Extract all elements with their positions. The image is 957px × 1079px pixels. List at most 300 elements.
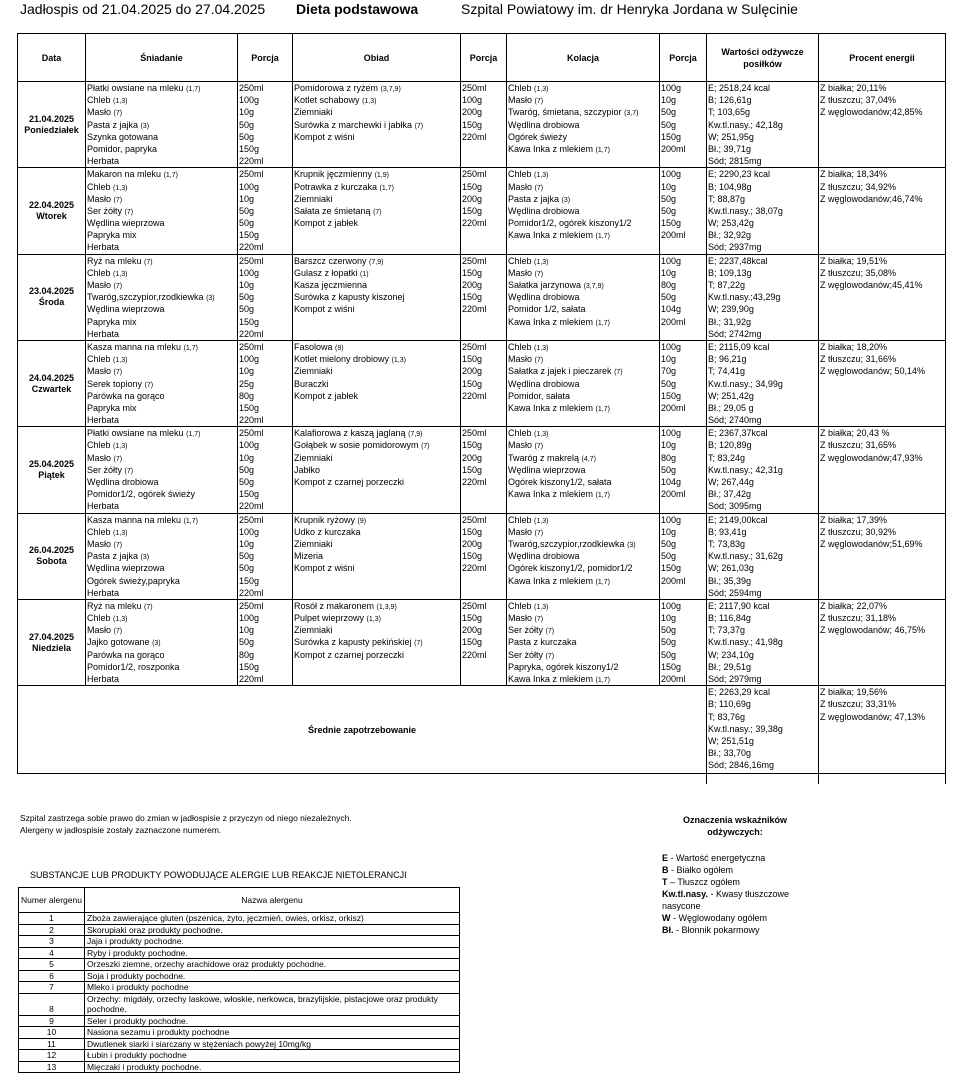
item-name: Masło — [508, 613, 533, 624]
weekday: Środa — [38, 297, 65, 308]
portion: 50g — [661, 119, 677, 130]
breakfast-portion-cell — [238, 82, 293, 168]
nutrition-value: E; 2367,37kcal — [708, 428, 768, 439]
weekday: Piątek — [38, 469, 65, 480]
nutrition-value: Kw.tl.nasy.; 39,38g — [708, 723, 783, 734]
allergen-number: 13 — [19, 1061, 85, 1073]
energy-percent: Z tłuszczu; 34,92% — [820, 181, 897, 192]
portion: 150g — [462, 292, 483, 303]
portion: 10g — [239, 366, 255, 377]
note-line: Szpital zastrzega sobie prawo do zmian w jadłospisie z przyczyn od niego niezależnych. — [20, 813, 352, 823]
menu-item — [87, 661, 236, 673]
portion: 10g — [661, 354, 677, 365]
nutrition-value: Kw.tl.nasy.; 42,18g — [708, 119, 783, 130]
menu-item — [87, 316, 236, 328]
allergen-codes: (1,3) — [534, 603, 549, 611]
column-header: Data — [18, 34, 86, 82]
energy-percent: Z tłuszczu; 37,04% — [820, 95, 897, 106]
energy-cell — [819, 513, 946, 599]
day-row — [18, 599, 946, 685]
menu-item — [508, 131, 658, 143]
allergen-codes: (1,7) — [163, 172, 178, 180]
menu-item — [87, 488, 236, 500]
column-header: Porcja — [660, 34, 707, 82]
legend-key: Bł. — [662, 925, 674, 935]
nutrition-value: Sód; 2979mg — [708, 674, 762, 684]
item-name: Wędlina wieprzowa — [87, 218, 165, 229]
portion: 150g — [239, 489, 260, 500]
nutrition-value: B; 109,13g — [708, 267, 752, 278]
item-name: Pomidor, papryka — [87, 143, 158, 154]
item-name: Masło — [508, 267, 533, 278]
menu-item — [87, 119, 236, 131]
nutrition-value: Kw.tl.nasy.; 31,62g — [708, 551, 783, 562]
item-name: Herbata — [87, 674, 120, 684]
portion: 150g — [239, 316, 260, 327]
portion: 50g — [239, 637, 255, 648]
portion: 80g — [239, 649, 255, 660]
item-name: Twaróg, śmietana, szczypior — [508, 107, 622, 118]
item-name: Parówka na gorąco — [87, 390, 165, 401]
menu-item — [508, 193, 658, 205]
menu-item — [294, 341, 459, 353]
day-row — [18, 168, 946, 254]
portion: 150g — [462, 464, 483, 475]
item-name: Masło — [87, 366, 112, 377]
legend-key: E — [662, 853, 669, 863]
portion: 220ml — [462, 390, 487, 401]
energy-percent: Z węglowodanów;42,85% — [820, 107, 923, 118]
nutrition-value: T; 83,76g — [708, 711, 746, 722]
item-name: Jajko gotowane — [87, 637, 150, 648]
allergen-number: 1 — [19, 913, 85, 925]
energy-cell — [819, 254, 946, 340]
menu-item — [294, 291, 459, 303]
item-name: Wędlina drobiowa — [508, 205, 580, 216]
portion: 200ml — [661, 316, 686, 327]
menu-period: Jadłospis od 21.04.2025 do 27.04.2025 — [20, 1, 266, 17]
item-name: Parówka na gorąco — [87, 649, 165, 660]
nutrition-value: B; 96,21g — [708, 354, 747, 365]
menu-item — [508, 439, 658, 451]
item-name: Ogórek świeży — [508, 131, 568, 142]
allergen-codes: (7) — [124, 467, 134, 475]
item-name: Pasta z jajka — [87, 119, 139, 130]
allergen-codes: (1,7) — [595, 677, 610, 684]
portion: 150g — [661, 563, 682, 574]
allergen-row — [19, 970, 460, 982]
breakfast-cell — [86, 168, 238, 254]
nutrition-value: W; 253,42g — [708, 218, 754, 229]
legend-item — [662, 888, 812, 912]
portion: 220ml — [239, 501, 264, 512]
note-line: Alergeny w jadłospisie zostały zaznaczone numerem. — [20, 825, 222, 835]
item-name: Masło — [508, 95, 533, 106]
item-name: Chleb — [87, 613, 111, 624]
allergen-codes: (1,7) — [595, 319, 610, 327]
portion: 150g — [462, 551, 483, 562]
legend-text: - Węglowodany ogółem — [670, 913, 768, 923]
menu-item — [508, 649, 658, 661]
allergen-codes: (1,3) — [534, 517, 549, 525]
allergen-codes: (7) — [421, 443, 430, 451]
item-name: Ser żółty — [508, 649, 544, 660]
energy-cell — [819, 82, 946, 168]
item-name: Pomidor1/2, ogórek świeży — [87, 489, 196, 500]
menu-item — [508, 205, 658, 217]
item-name: Masło — [508, 181, 533, 192]
energy-percent: Z tłuszczu; 31,66% — [820, 354, 897, 365]
day-row — [18, 427, 946, 513]
lunch-cell — [293, 513, 461, 599]
menu-item — [294, 82, 459, 94]
energy-percent: Z tłuszczu; 31,18% — [820, 613, 897, 624]
item-name: Chleb — [508, 169, 532, 180]
average-label: Średnie zapotrzebowanie — [18, 686, 707, 774]
item-name: Sałata ze śmietaną — [294, 205, 371, 216]
allergen-name: Skorupiaki oraz produkty pochodne. — [85, 924, 460, 936]
item-name: Ziemniaki — [294, 107, 333, 118]
allergen-codes: (7) — [373, 208, 382, 216]
column-header: Śniadanie — [86, 34, 238, 82]
menu-item — [87, 291, 236, 303]
nutrition-value: T; 74,41g — [708, 366, 746, 377]
weekday: Wtorek — [36, 210, 67, 221]
menu-item — [294, 168, 459, 180]
menu-item — [294, 452, 459, 464]
nutrition-value: Bł.; 35,39g — [708, 575, 752, 586]
portion: 250ml — [462, 255, 487, 266]
nutrition-value: T; 73,83g — [708, 538, 746, 549]
menu-item — [87, 279, 236, 291]
menu-item — [508, 143, 658, 155]
breakfast-cell — [86, 82, 238, 168]
allergen-codes: (1,3) — [113, 270, 128, 278]
menu-item — [508, 476, 658, 488]
nutrition-value: Bł.; 29,05 g — [708, 402, 754, 413]
portion: 100g — [239, 526, 260, 537]
portion: 50g — [239, 563, 255, 574]
menu-item — [508, 538, 658, 550]
energy-percent: Z białka; 18,34% — [820, 169, 888, 180]
item-name: Pomidor 1/2, sałata — [508, 304, 586, 315]
day-date — [18, 427, 86, 513]
nutrition-value: Bł.; 31,92g — [708, 316, 752, 327]
allergen-codes: (1,7) — [595, 578, 610, 586]
allergen-row — [19, 913, 460, 925]
legend-item — [662, 864, 812, 876]
energy-percent: Z tłuszczu; 31,65% — [820, 440, 897, 451]
item-name: Udko z kurczaka — [294, 526, 361, 537]
portion: 200g — [462, 538, 483, 549]
menu-item — [294, 427, 459, 439]
menu-item — [87, 205, 236, 217]
breakfast-cell — [86, 599, 238, 685]
nutrition-value: Sód; 3095mg — [708, 501, 762, 512]
portion: 150g — [239, 402, 260, 413]
allergen-name: Łubin i produkty pochodne — [85, 1050, 460, 1062]
column-header: Porcja — [238, 34, 293, 82]
portion: 220ml — [239, 242, 264, 253]
energy-cell — [819, 599, 946, 685]
portion: 150g — [462, 181, 483, 192]
portion: 220ml — [462, 218, 487, 229]
nutrition-value: Bł.; 39,71g — [708, 143, 752, 154]
allergen-codes: (1,7) — [379, 184, 394, 192]
menu-item — [508, 402, 658, 414]
portion: 80g — [239, 390, 255, 401]
allergen-codes: (7) — [534, 529, 544, 537]
allergen-codes: (3,7) — [624, 110, 639, 118]
table-tail-row — [18, 774, 946, 784]
energy-percent: Z białka; 20,43 % — [820, 428, 890, 439]
item-name: Sałatka jarzynowa — [508, 280, 582, 290]
weekday: Poniedziałek — [24, 124, 79, 135]
item-name: Ziemniaki — [294, 538, 333, 549]
item-name: Gołąbek w sosie pomidorowym — [294, 440, 419, 451]
portion: 200ml — [661, 402, 686, 413]
item-name: Surówka z kapusty pekińskiej — [294, 637, 412, 648]
weekday: Niedziela — [31, 642, 71, 653]
menu-item — [87, 94, 236, 106]
menu-item — [87, 106, 236, 118]
portion: 100g — [462, 95, 483, 106]
breakfast-portion-cell — [238, 427, 293, 513]
portion: 50g — [239, 551, 255, 562]
allergen-codes: (3,7,9) — [380, 86, 401, 93]
item-name: Kasza jęczmienna — [294, 280, 368, 290]
energy-cell — [819, 427, 946, 513]
item-name: Krupnik ryżowy — [294, 514, 356, 525]
day-date — [18, 82, 86, 168]
energy-percent: Z tłuszczu; 30,92% — [820, 526, 897, 537]
breakfast-portion-cell — [238, 513, 293, 599]
item-name: Wędlina wieprzowa — [508, 464, 586, 475]
dinner-portion-cell — [660, 254, 707, 340]
allergen-name-header: Nazwa alergenu — [85, 888, 460, 913]
nutrition-cell — [707, 599, 819, 685]
item-name: Ziemniaki — [294, 452, 333, 463]
allergen-number-header: Numer alergenu — [19, 888, 85, 913]
nutrition-value: B; 110,69g — [708, 699, 751, 710]
allergen-number: 4 — [19, 947, 85, 959]
item-name: Ser żółty — [508, 625, 544, 636]
menu-item — [508, 229, 658, 241]
portion: 50g — [239, 464, 255, 475]
dinner-portion-cell — [660, 340, 707, 426]
allergen-number: 2 — [19, 924, 85, 936]
item-name: Kompot z jabłek — [294, 390, 359, 401]
allergen-number: 3 — [19, 936, 85, 948]
menu-item — [294, 193, 459, 205]
portion: 220ml — [462, 563, 487, 574]
portion: 150g — [462, 613, 483, 624]
item-name: Ryż na mleku — [87, 600, 142, 611]
item-name: Płatki owsiane na mleku — [87, 83, 184, 93]
day-date — [18, 254, 86, 340]
allergen-codes: (3) — [152, 640, 161, 648]
item-name: Wędlina drobiowa — [508, 551, 580, 562]
nutrition-value: E; 2290,23 kcal — [708, 169, 771, 180]
allergen-name: Soja i produkty pochodne. — [85, 970, 460, 982]
portion: 220ml — [239, 328, 264, 339]
energy-cell — [819, 340, 946, 426]
menu-item — [508, 562, 658, 574]
menu-item — [508, 600, 658, 612]
allergen-codes: (3) — [206, 295, 215, 303]
day-date — [18, 599, 86, 685]
allergen-codes: (3) — [561, 196, 571, 204]
portion: 50g — [239, 119, 255, 130]
portion: 150g — [462, 267, 483, 278]
item-name: Masło — [87, 280, 112, 290]
menu-item — [508, 550, 658, 562]
menu-item — [87, 155, 236, 167]
energy-percent: Z tłuszczu; 33,31% — [820, 699, 897, 710]
allergen-codes: (1,7) — [595, 233, 610, 241]
allergen-number: 10 — [19, 1027, 85, 1039]
lunch-portion-cell — [461, 513, 507, 599]
portion: 10g — [661, 267, 677, 278]
allergen-codes: (1,3) — [534, 86, 549, 93]
allergen-codes: (1,3) — [113, 443, 128, 451]
portion: 250ml — [239, 600, 264, 611]
item-name: Twaróg,szczypior,rzodkiewka — [87, 292, 204, 303]
nutrition-value: B; 93,41g — [708, 526, 747, 537]
dinner-portion-cell — [660, 513, 707, 599]
legend-text: - Błonnik pokarmowy — [673, 925, 760, 935]
nutrition-value: Kw.tl.nasy.; 38,07g — [708, 205, 783, 216]
lunch-portion-cell — [461, 427, 507, 513]
menu-item — [508, 526, 658, 538]
item-name: Kawa Inka z mlekiem — [508, 230, 594, 241]
portion: 150g — [462, 378, 483, 389]
allergen-row — [19, 982, 460, 994]
legend-item — [662, 924, 812, 936]
item-name: Ogórek kiszony1/2, sałata — [508, 477, 612, 487]
allergen-row — [19, 936, 460, 948]
portion: 220ml — [239, 415, 264, 426]
allergen-codes: (7) — [534, 616, 544, 624]
menu-item — [508, 661, 658, 673]
dinner-portion-cell — [660, 168, 707, 254]
portion: 100g — [239, 613, 260, 624]
allergen-codes: (1,7) — [595, 405, 610, 413]
portion: 150g — [239, 230, 260, 241]
allergen-codes: (4,7) — [581, 455, 596, 463]
legend-item — [662, 912, 812, 924]
nutrition-value: E; 2149,00kcal — [708, 514, 768, 525]
portion: 50g — [661, 378, 677, 389]
nutrition-value: Kw.tl.nasy.; 34,99g — [708, 378, 783, 389]
dinner-cell — [507, 82, 660, 168]
allergen-codes: (7) — [144, 381, 154, 389]
item-name: Masło — [508, 354, 533, 365]
legend-text: - Wartość energetyczna — [668, 853, 766, 863]
allergen-row — [19, 947, 460, 959]
allergen-number: 7 — [19, 982, 85, 994]
nutrition-value: E; 2263,29 kcal — [708, 687, 771, 698]
menu-item — [87, 500, 236, 512]
allergen-codes: (1,3) — [362, 98, 377, 106]
menu-item — [87, 476, 236, 488]
allergen-number: 6 — [19, 970, 85, 982]
day-row — [18, 513, 946, 599]
portion: 100g — [239, 440, 260, 451]
item-name: Ryż na mleku — [87, 255, 142, 266]
item-name: Ziemniaki — [294, 193, 333, 204]
portion: 220ml — [462, 131, 487, 142]
menu-item — [87, 341, 236, 353]
legend-key: B — [662, 865, 669, 875]
allergen-codes: (7) — [113, 628, 123, 636]
allergen-number: 12 — [19, 1050, 85, 1062]
nutrition-cell — [707, 513, 819, 599]
item-name: Ser żółty — [87, 205, 123, 216]
nutrition-value: W; 267,44g — [708, 477, 754, 487]
allergen-codes: (1,3) — [391, 357, 406, 365]
menu-item — [294, 612, 459, 624]
portion: 10g — [239, 625, 255, 636]
legend-key: T — [662, 877, 668, 887]
allergens-header-row — [19, 888, 460, 913]
column-header: Porcja — [461, 34, 507, 82]
day-date — [18, 168, 86, 254]
allergen-codes: (3) — [140, 122, 150, 130]
portion: 25g — [239, 378, 255, 389]
item-name: Wędlina drobiowa — [508, 378, 580, 389]
allergen-name: Orzechy: migdały, orzechy laskowe, włoskie, nerkowca, brazylijskie, pistacjowe oraz produkty pochodne. — [85, 993, 460, 1015]
portion: 50g — [239, 304, 255, 315]
portion: 10g — [239, 452, 255, 463]
column-header: Obiad — [293, 34, 461, 82]
nutrition-value: W; 239,90g — [708, 304, 754, 315]
menu-item — [508, 673, 658, 685]
item-name: Pasta z kurczaka — [508, 637, 577, 648]
portion: 50g — [661, 193, 677, 204]
allergen-name: Ryby i produkty pochodne. — [85, 947, 460, 959]
menu-item — [294, 353, 459, 365]
menu-item — [294, 303, 459, 315]
notes — [20, 812, 352, 836]
item-name: Wędlina wieprzowa — [87, 563, 165, 574]
breakfast-portion-cell — [238, 340, 293, 426]
nutrition-value: W; 234,10g — [708, 649, 754, 660]
breakfast-cell — [86, 427, 238, 513]
portion: 250ml — [239, 83, 264, 93]
item-name: Mizeria — [294, 551, 324, 562]
portion: 200ml — [661, 230, 686, 241]
menu-item — [87, 390, 236, 402]
menu-item — [87, 193, 236, 205]
portion: 150g — [462, 119, 483, 130]
menu-item — [87, 303, 236, 315]
item-name: Makaron na mleku — [87, 169, 162, 180]
lunch-portion-cell — [461, 168, 507, 254]
allergen-name: Zboża zawierające gluten (pszenica, żyto, jęczmień, owies, orkisz, orkisz) — [85, 913, 460, 925]
menu-item — [508, 119, 658, 131]
menu-item — [294, 255, 459, 267]
menu-item — [294, 636, 459, 648]
day-row — [18, 254, 946, 340]
menu-item — [294, 106, 459, 118]
nutrition-value: Kw.tl.nasy.;43,29g — [708, 292, 781, 303]
nutrition-value: Sód; 2594mg — [708, 587, 762, 598]
tail-cell — [819, 774, 946, 784]
portion: 80g — [661, 280, 677, 290]
item-name: Ogórek świeży,papryka — [87, 575, 180, 586]
allergen-codes: (1,7) — [183, 517, 198, 525]
